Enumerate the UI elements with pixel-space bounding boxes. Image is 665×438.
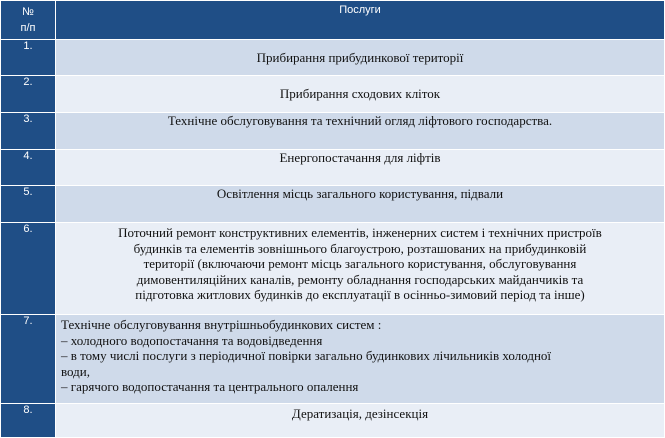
service-line: Дератизація, дезінсекція — [291, 406, 429, 421]
service-line: Освітлення місць загального користування, підвали — [216, 186, 504, 201]
table-row — [1, 40, 665, 76]
row-number: 2. — [1, 76, 56, 113]
row-service — [56, 186, 665, 223]
service-line: Поточний ремонт конструктивних елементів, інженерних систем і технічних пристроїв — [118, 225, 602, 240]
service-line: димовентиляційних каналів, ремонту обладнання господарських майданчиків та — [136, 271, 584, 287]
service-line: Технічне обслуговування внутрішньобудинкових систем : — [61, 317, 382, 332]
service-line: Прибирання прибудинкової території — [256, 50, 464, 65]
service-line: Енергопостачання для ліфтів — [279, 150, 441, 165]
row-number: 3. — [1, 113, 56, 150]
service-line: підготовка житлових будинків до експлуатації в осінньо-зимовий період та інше) — [135, 287, 585, 302]
row-service — [56, 150, 665, 186]
row-number: 5. — [1, 186, 56, 223]
header-number-abbrev: п/п — [20, 22, 36, 34]
table-row — [1, 404, 665, 438]
table-row — [1, 186, 665, 223]
row-number: 7. — [1, 315, 56, 404]
row-service — [56, 404, 665, 438]
row-service — [56, 223, 665, 315]
header-services-cell: Послуги — [56, 1, 665, 40]
row-number: 1. — [1, 40, 56, 76]
table-row — [1, 223, 665, 315]
table-header-row — [1, 1, 665, 40]
service-line: – гарячого водопостачання та центрального опалення — [61, 379, 359, 394]
row-number: 4. — [1, 150, 56, 186]
row-service — [56, 76, 665, 113]
service-line: Технічне обслуговування та технічний огляд ліфтового господарства. — [167, 113, 553, 128]
row-service — [56, 113, 665, 150]
row-service — [56, 40, 665, 76]
row-number: 8. — [1, 404, 56, 438]
header-number-symbol: № — [22, 6, 34, 18]
table-row — [1, 315, 665, 404]
service-line: будинків та елементів зовнішнього благоустрою, розташованих на прибудинковій — [133, 240, 587, 256]
row-service — [56, 315, 665, 404]
table-row — [1, 150, 665, 186]
service-line: Прибирання сходових кліток — [279, 86, 441, 101]
header-number-cell — [1, 1, 56, 40]
service-line: території (включаючи ремонт місць загального користування, обслуговування — [143, 256, 577, 271]
service-line: води, — [61, 363, 90, 379]
row-number: 6. — [1, 223, 56, 315]
table-row — [1, 113, 665, 150]
service-line: – в тому числі послуги з періодичної повірки загально будинкових лічильників холодної — [61, 348, 552, 363]
table-row — [1, 76, 665, 113]
service-line: – холодного водопостачання та водовідведення — [61, 332, 323, 348]
